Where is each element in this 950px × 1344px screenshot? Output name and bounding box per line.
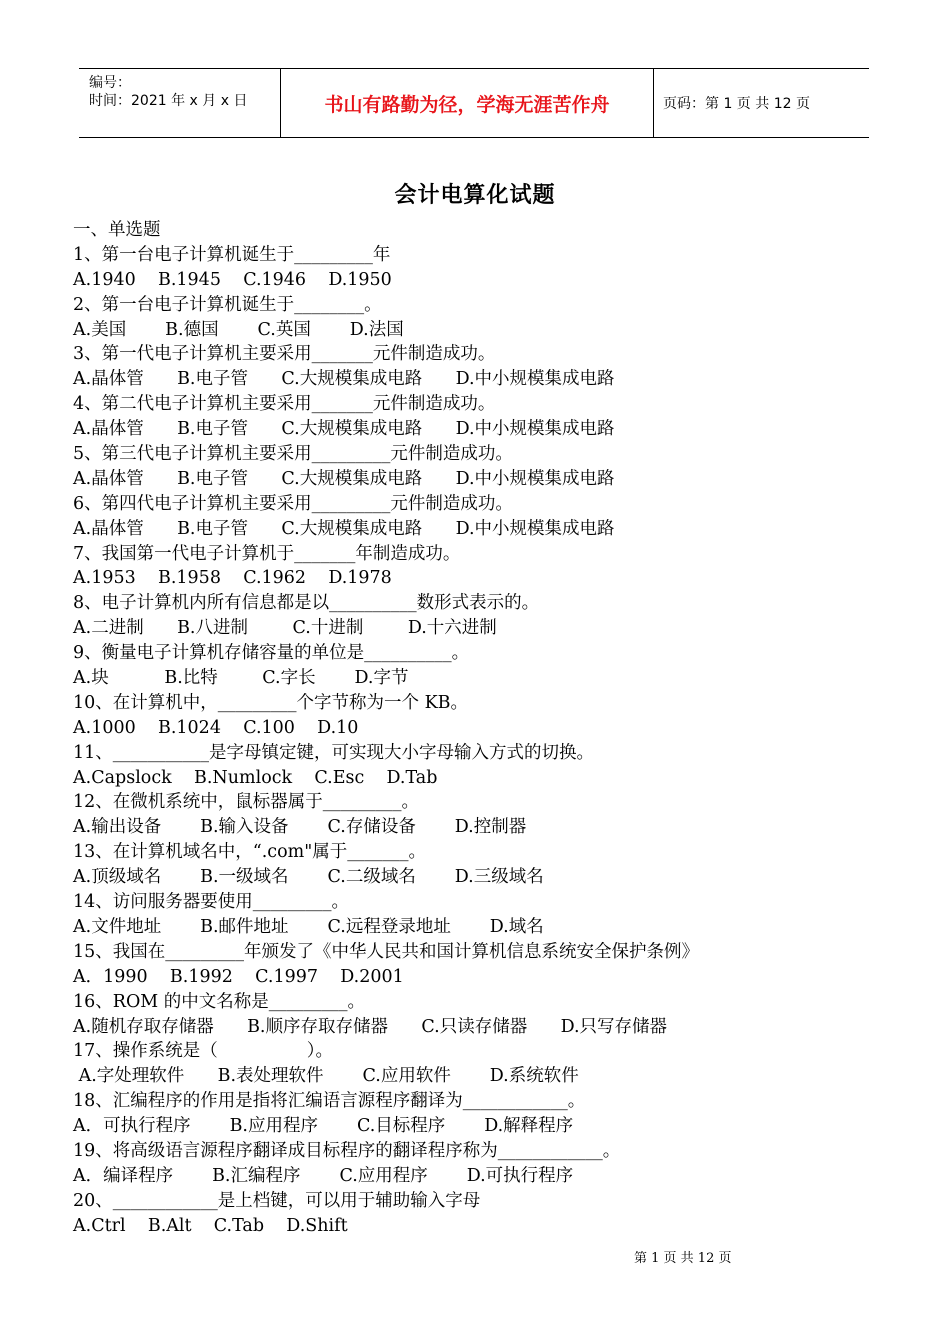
header-meta [79, 69, 279, 137]
header-page-info: 页码：第 1 页 共 12 页 [663, 96, 810, 112]
question-text: 1、第一台电子计算机诞生于_________年 [73, 244, 391, 265]
question-text: 8、电子计算机内所有信息都是以__________数形式表示的。 [73, 593, 540, 614]
question-text: 2、第一台电子计算机诞生于________。 [73, 294, 382, 315]
question-list [73, 218, 893, 1239]
question-text: 6、第四代电子计算机主要采用_________元件制造成功。 [73, 493, 513, 514]
answer-options: A.随机存取存储器 B.顺序存取存储器 C.只读存储器 D.只写存储器 [73, 1016, 668, 1037]
answer-options: A.顶级域名 B.一级域名 C.二级域名 D.三级域名 [73, 867, 544, 888]
page-footer: 第 1 页 共 12 页 [634, 1251, 732, 1266]
question-text: 12、在微机系统中，鼠标器属于_________。 [73, 792, 420, 813]
header-motto: 书山有路勤为径，学海无涯苦作舟 [324, 93, 610, 116]
answer-options: A．可执行程序 B.应用程序 C.目标程序 D.解释程序 [73, 1116, 574, 1137]
page-header [79, 68, 869, 138]
answer-options: A.晶体管 B.电子管 C.大规模集成电路 D.中小规模集成电路 [73, 468, 615, 489]
question-text: 11、___________是字母镇定键，可实现大小字母输入方式的切换。 [73, 742, 595, 763]
section-heading: 一、单选题 [73, 220, 161, 240]
question-text: 14、访问服务器要使用_________。 [73, 892, 350, 913]
question-text: 13、在计算机域名中，“.com"属于_______。 [73, 842, 427, 863]
document-date: 时间：2021 年 x 月 x 日 [89, 93, 248, 109]
answer-options: A.Capslock B.Numlock C.Esc D.Tab [73, 767, 438, 788]
document-id-label: 编号： [89, 75, 131, 91]
question-text: 10、在计算机中，_________个字节称为一个 KB。 [73, 692, 469, 713]
answer-options: A.晶体管 B.电子管 C.大规模集成电路 D.中小规模集成电路 [73, 369, 615, 390]
question-text: 9、衡量电子计算机存储容量的单位是__________。 [73, 643, 470, 664]
question-text: 15、我国在_________年颁发了《中华人民共和国计算机信息系统安全保护条例》 [73, 941, 700, 962]
question-text: 4、第二代电子计算机主要采用_______元件制造成功。 [73, 394, 496, 415]
answer-options: A.块 B.比特 C.字长 D.字节 [73, 668, 409, 689]
answer-options: A.输出设备 B.输入设备 C.存储设备 D.控制器 [73, 817, 527, 838]
question-text: 3、第一代电子计算机主要采用_______元件制造成功。 [73, 344, 496, 365]
question-text: 16、ROM 的中文名称是_________。 [73, 991, 366, 1012]
header-divider [653, 69, 654, 137]
answer-options: A.1000 B.1024 C.100 D.10 [73, 717, 359, 738]
answer-options: A.晶体管 B.电子管 C.大规模集成电路 D.中小规模集成电路 [73, 518, 615, 539]
answer-options: A．编译程序 B.汇编程序 C.应用程序 D.可执行程序 [73, 1165, 574, 1186]
answer-options: A.文件地址 B.邮件地址 C.远程登录地址 D.域名 [73, 916, 544, 937]
answer-options: A.1953 B.1958 C.1962 D.1978 [73, 568, 392, 589]
question-text: 18、汇编程序的作用是指将汇编语言源程序翻译为____________。 [73, 1091, 586, 1112]
question-text: 5、第三代电子计算机主要采用_________元件制造成功。 [73, 444, 513, 465]
answer-options: A.1940 B.1945 C.1946 D.1950 [73, 269, 392, 290]
question-text: 20、____________是上档键，可以用于辅助输入字母 [73, 1190, 481, 1211]
question-text: 7、我国第一代电子计算机于_______年制造成功。 [73, 543, 461, 564]
question-text: 19、将高级语言源程序翻译成目标程序的翻译程序称为____________。 [73, 1140, 621, 1161]
answer-options: A.晶体管 B.电子管 C.大规模集成电路 D.中小规模集成电路 [73, 419, 615, 440]
answer-options: A.字处理软件 B.表处理软件 C.应用软件 D.系统软件 [73, 1066, 579, 1087]
answer-options: A．1990 B.1992 C.1997 D.2001 [73, 966, 404, 987]
answer-options: A.二进制 B.八进制 C.十进制 D.十六进制 [73, 618, 497, 639]
question-text: 17、操作系统是（ ）。 [73, 1041, 334, 1062]
answer-options: A.Ctrl B.Alt C.Tab D.Shift [73, 1215, 348, 1236]
answer-options: A.美国 B.德国 C.英国 D.法国 [73, 319, 404, 340]
document-title: 会计电算化试题 [394, 182, 556, 208]
